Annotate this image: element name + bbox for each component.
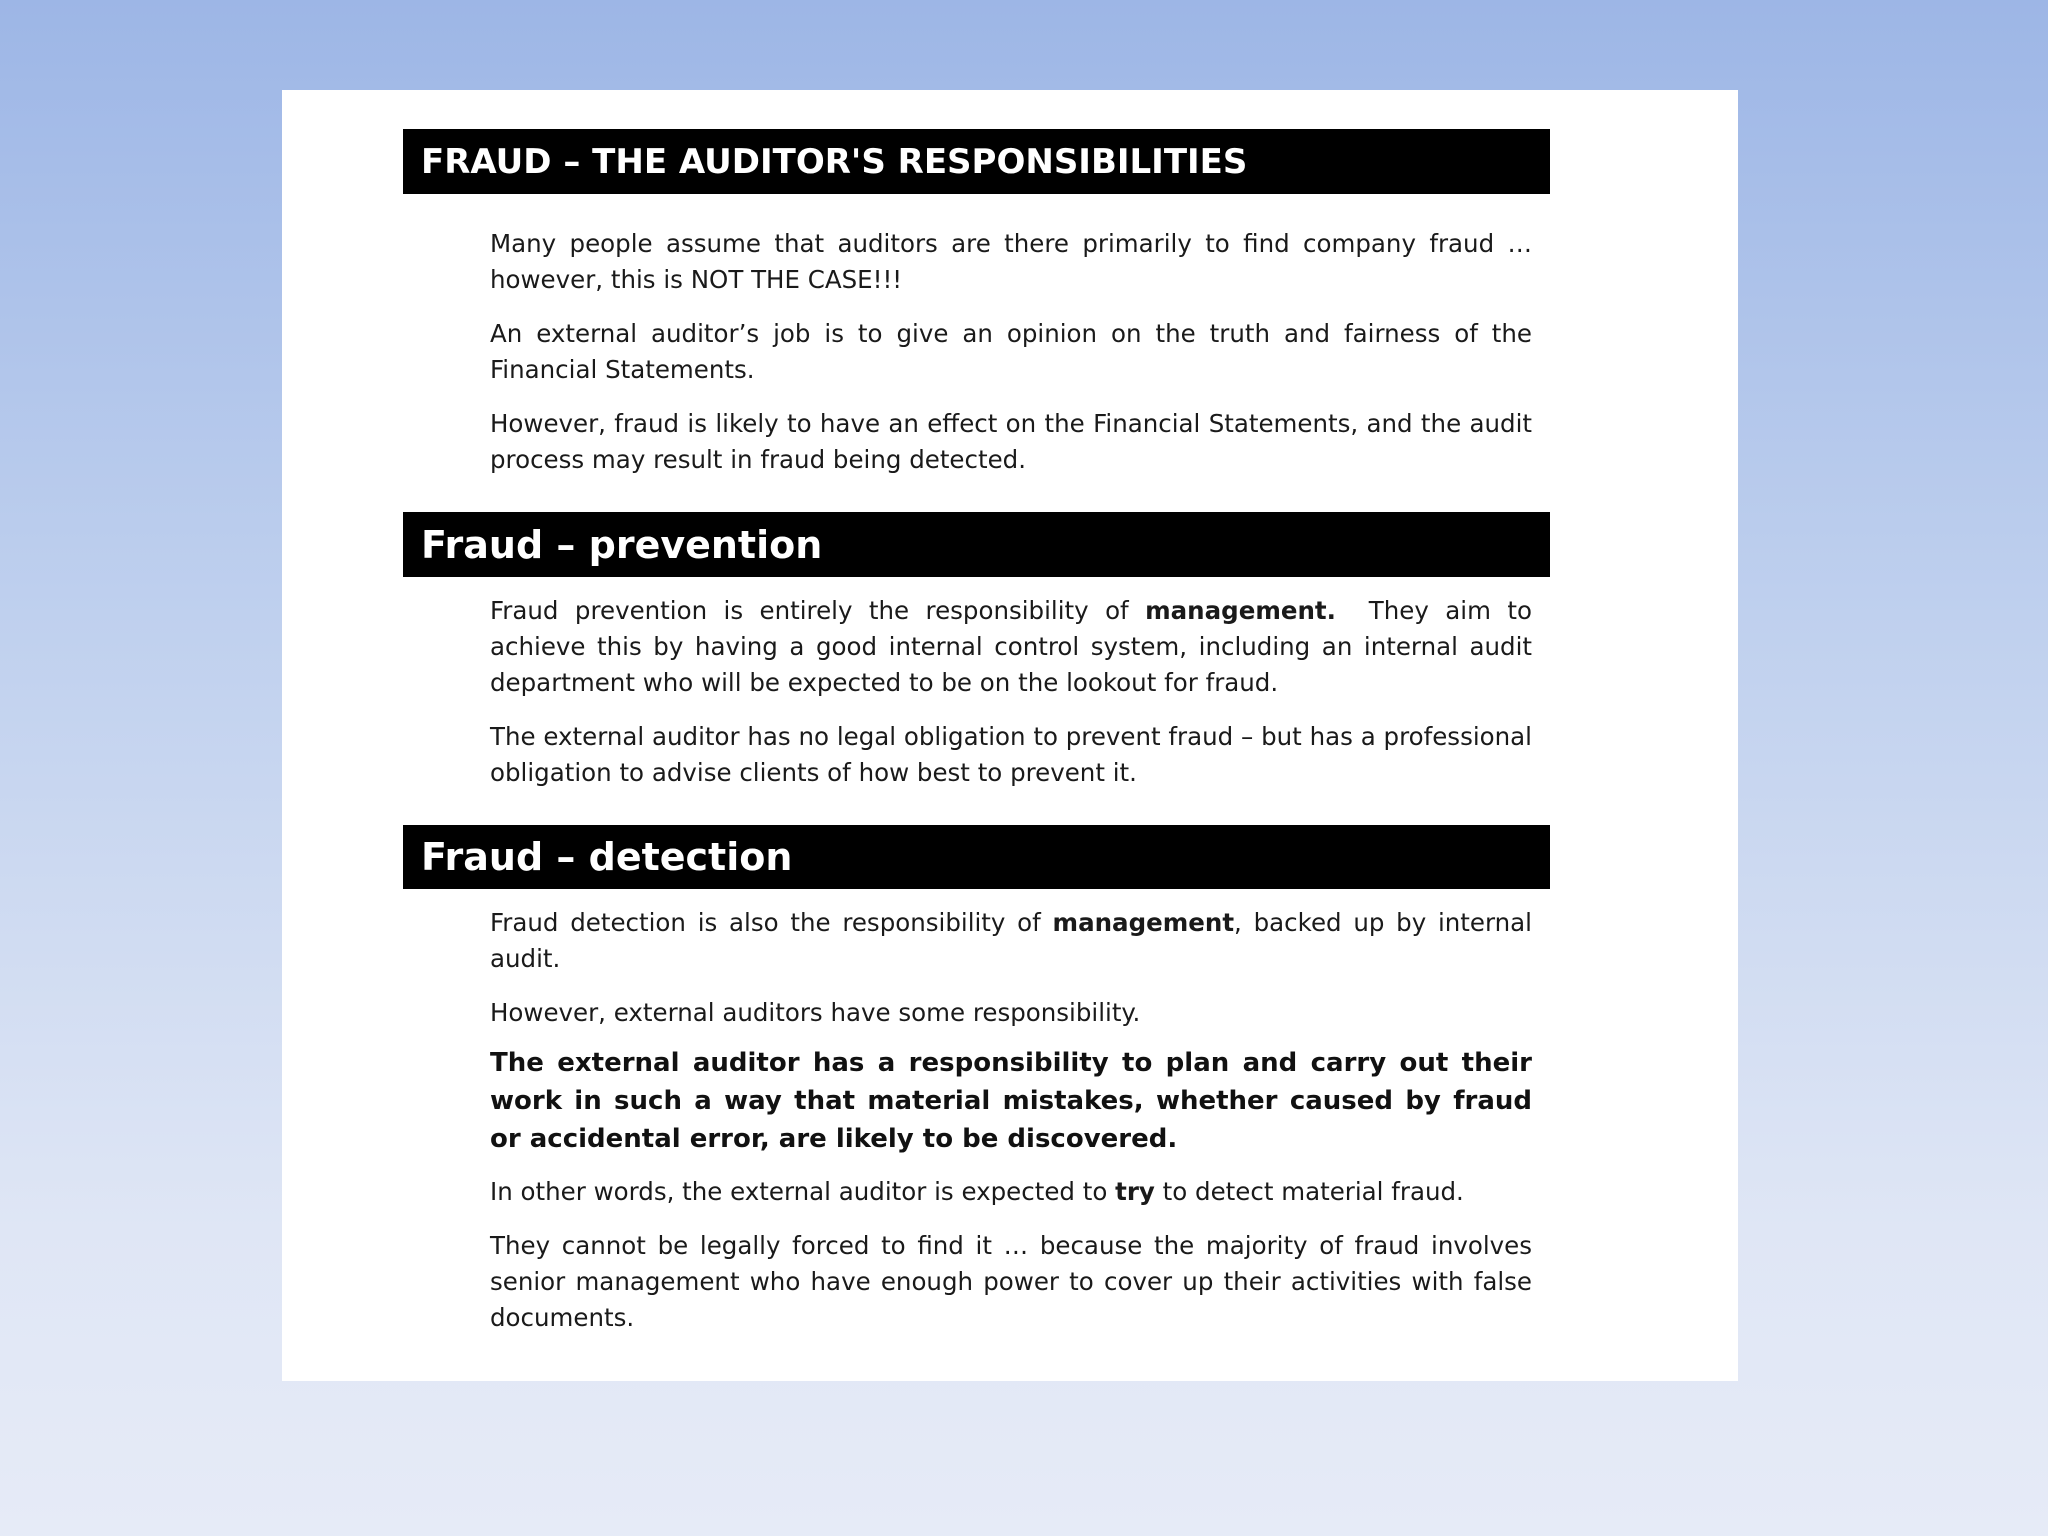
prevention-text-bold: management.: [1145, 596, 1336, 625]
paragraph-prevention-2: The external auditor has no legal obligation to prevent fraud – but has a professional obligation to advise clients of how best to prevent it.: [490, 722, 1532, 787]
paragraph-intro-1: Many people assume that auditors are there primarily to find company fraud … however, this is NOT THE CASE!!!: [490, 229, 1532, 294]
section-title-detection: Fraud – detection: [403, 825, 1550, 889]
paragraph-intro-2: An external auditor’s job is to give an opinion on the truth and fairness of the Financial Statements.: [490, 319, 1532, 384]
detection-text-bold: management: [1052, 908, 1235, 937]
section-title-prevention: Fraud – prevention: [403, 512, 1550, 577]
prevention-text-after: They aim to achieve this by having a good internal control system, including an internal audit department who will be expected to be on the lookout for fraud.: [490, 596, 1540, 697]
paragraph-intro-3: However, fraud is likely to have an effect on the Financial Statements, and the audit process may result in fraud being detected.: [490, 409, 1532, 474]
prevention-text-before: Fraud prevention is entirely the responsibility of: [490, 596, 1146, 625]
section-title-responsibilities: FRAUD – THE AUDITOR'S RESPONSIBILITIES: [403, 129, 1550, 194]
paragraph-detection-2: However, external auditors have some responsibility.: [490, 998, 1141, 1027]
paragraph-prevention-1: [490, 593, 1540, 701]
paragraph-detection-4: [490, 1174, 1532, 1210]
paragraph-detection-5: They cannot be legally forced to find it … because the majority of fraud involves senior management who have enough power to cover up their activities with false documents.: [490, 1231, 1532, 1332]
paragraph-detection-3: The external auditor has a responsibility to plan and carry out their work in such a way that material mistakes, whether caused by fraud or accidental error, are likely to be discovered.: [490, 1048, 1532, 1154]
detection-try-after: to detect material fraud.: [1154, 1177, 1464, 1206]
detection-try-bold: try: [1115, 1177, 1155, 1206]
paragraph-detection-1: [490, 905, 1532, 977]
detection-try-before: In other words, the external auditor is expected to: [490, 1177, 1116, 1206]
detection-text-before: Fraud detection is also the responsibility of: [490, 908, 1053, 937]
detection-text-after: , backed up by internal audit.: [490, 908, 1532, 973]
document-page: [282, 90, 1738, 1381]
